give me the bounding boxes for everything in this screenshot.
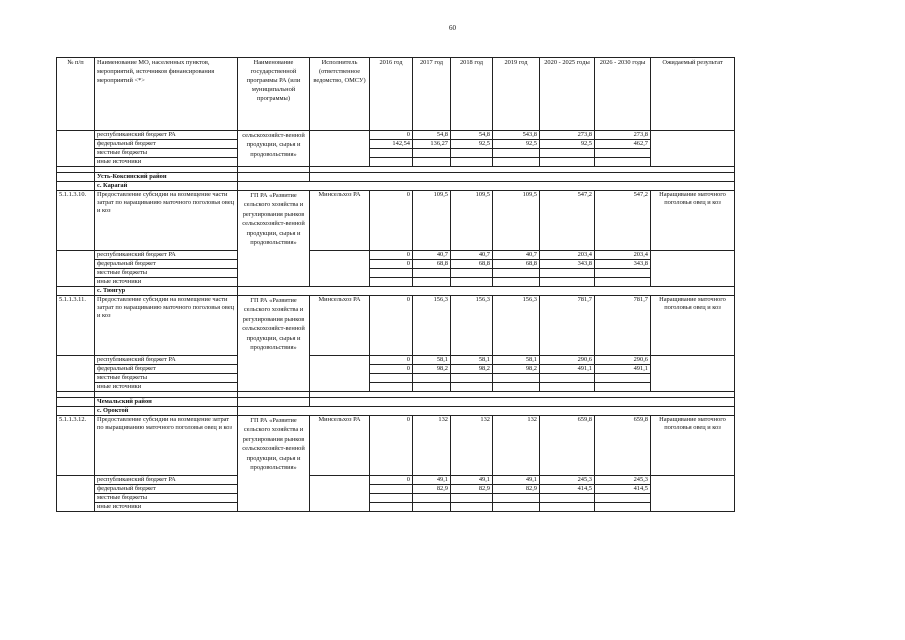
funding-row xyxy=(57,383,735,392)
value-cell: 273,8 xyxy=(540,131,595,140)
value-cell: 0 xyxy=(370,365,413,374)
header-name: Наименование МО, населенных пунктов, мероприятий, источников финансирования мероприятий <*> xyxy=(95,58,238,131)
header-2018: 2018 год xyxy=(451,58,493,131)
value-cell xyxy=(493,374,540,383)
value-cell xyxy=(451,503,493,512)
value-cell: 0 xyxy=(370,191,413,251)
value-cell xyxy=(451,278,493,287)
value-cell xyxy=(413,374,451,383)
header-program: Наименование государственной программы РА (или муниципальной программы) xyxy=(238,58,310,131)
value-cell: 40,7 xyxy=(493,251,540,260)
funding-row xyxy=(57,131,735,140)
value-cell: 0 xyxy=(370,476,413,485)
executor-cell xyxy=(310,476,370,512)
source-name: местные бюджеты xyxy=(95,269,238,278)
value-cell xyxy=(540,503,595,512)
value-cell: 40,7 xyxy=(451,251,493,260)
value-cell: 58,1 xyxy=(493,356,540,365)
value-cell xyxy=(493,278,540,287)
source-name: федеральный бюджет xyxy=(95,260,238,269)
value-cell xyxy=(595,503,651,512)
value-cell xyxy=(493,269,540,278)
funding-row xyxy=(57,503,735,512)
result-cell xyxy=(651,356,735,392)
value-cell xyxy=(451,494,493,503)
funding-row xyxy=(57,149,735,158)
value-cell xyxy=(413,269,451,278)
value-cell xyxy=(540,149,595,158)
value-cell xyxy=(370,158,413,167)
value-cell xyxy=(413,158,451,167)
result-cell: Наращивание маточного поголовья овец и коз xyxy=(651,416,735,476)
num-cell xyxy=(57,173,95,182)
value-cell: 49,1 xyxy=(451,476,493,485)
value-cell: 781,7 xyxy=(595,296,651,356)
num-cell xyxy=(57,356,95,392)
value-cell: 156,3 xyxy=(451,296,493,356)
value-cell xyxy=(413,503,451,512)
source-name: иные источники xyxy=(95,278,238,287)
value-cell: 136,27 xyxy=(413,140,451,149)
value-cell: 0 xyxy=(370,296,413,356)
executor-cell: Минсельхоз РА xyxy=(310,416,370,476)
measure-row xyxy=(57,296,735,356)
value-cell xyxy=(413,149,451,158)
value-cell xyxy=(540,269,595,278)
empty-cell xyxy=(238,287,735,296)
value-cell: 68,8 xyxy=(451,260,493,269)
value-cell: 132 xyxy=(451,416,493,476)
value-cell: 203,4 xyxy=(540,251,595,260)
value-cell xyxy=(413,383,451,392)
value-cell xyxy=(451,149,493,158)
value-cell: 0 xyxy=(370,260,413,269)
value-cell xyxy=(595,278,651,287)
funding-row xyxy=(57,140,735,149)
executor-cell xyxy=(310,356,370,392)
header-2016: 2016 год xyxy=(370,58,413,131)
empty-cell xyxy=(238,182,735,191)
value-cell: 547,2 xyxy=(595,191,651,251)
executor-cell: Минсельхоз РА xyxy=(310,296,370,356)
value-cell: 82,9 xyxy=(451,485,493,494)
value-cell xyxy=(493,383,540,392)
value-cell xyxy=(370,269,413,278)
value-cell: 142,54 xyxy=(370,140,413,149)
empty-cell xyxy=(238,398,310,407)
executor-cell xyxy=(310,251,370,287)
value-cell xyxy=(540,374,595,383)
value-cell: 290,6 xyxy=(540,356,595,365)
funding-row xyxy=(57,365,735,374)
measure-number: 5.1.1.3.12. xyxy=(57,416,95,476)
measure-description: Предоставление субсидии на возмещение затрат по выращиванию маточного поголовья овец и коз xyxy=(95,416,238,476)
source-name: республиканский бюджет РА xyxy=(95,356,238,365)
village-name: с. Тюнгур xyxy=(95,287,238,296)
value-cell: 659,8 xyxy=(595,416,651,476)
value-cell: 0 xyxy=(370,251,413,260)
value-cell: 245,3 xyxy=(595,476,651,485)
value-cell: 109,5 xyxy=(451,191,493,251)
header-executor: Исполнитель (ответственное ведомство, ОМСУ) xyxy=(310,58,370,131)
header-2020-2025: 2020 - 2025 годы xyxy=(540,58,595,131)
value-cell xyxy=(370,278,413,287)
value-cell: 98,2 xyxy=(493,365,540,374)
value-cell: 156,3 xyxy=(493,296,540,356)
source-name: федеральный бюджет xyxy=(95,485,238,494)
value-cell xyxy=(540,158,595,167)
village-name: с. Ороктой xyxy=(95,407,238,416)
district-name: Усть-Коксинский район xyxy=(95,173,238,182)
value-cell: 491,1 xyxy=(540,365,595,374)
num-cell xyxy=(57,131,95,167)
value-cell: 40,7 xyxy=(413,251,451,260)
num-cell xyxy=(57,476,95,512)
value-cell: 343,8 xyxy=(595,260,651,269)
value-cell xyxy=(595,149,651,158)
value-cell xyxy=(370,485,413,494)
value-cell xyxy=(451,383,493,392)
value-cell: 49,1 xyxy=(493,476,540,485)
source-name: иные источники xyxy=(95,383,238,392)
source-name: республиканский бюджет РА xyxy=(95,251,238,260)
source-name: местные бюджеты xyxy=(95,149,238,158)
source-name: республиканский бюджет РА xyxy=(95,476,238,485)
value-cell: 82,9 xyxy=(493,485,540,494)
value-cell: 49,1 xyxy=(413,476,451,485)
funding-row xyxy=(57,494,735,503)
value-cell xyxy=(370,374,413,383)
value-cell xyxy=(370,494,413,503)
executor-cell xyxy=(310,131,370,167)
source-name: иные источники xyxy=(95,158,238,167)
funding-table xyxy=(56,57,735,512)
value-cell xyxy=(451,158,493,167)
value-cell: 414,5 xyxy=(540,485,595,494)
num-cell xyxy=(57,251,95,287)
district-row xyxy=(57,173,735,182)
value-cell: 156,3 xyxy=(413,296,451,356)
district-name: Чемальский район xyxy=(95,398,238,407)
empty-cell xyxy=(310,398,735,407)
value-cell: 203,4 xyxy=(595,251,651,260)
source-name: местные бюджеты xyxy=(95,374,238,383)
value-cell: 92,5 xyxy=(451,140,493,149)
header-row xyxy=(57,58,735,131)
value-cell: 92,5 xyxy=(493,140,540,149)
value-cell: 82,9 xyxy=(413,485,451,494)
executor-cell: Минсельхоз РА xyxy=(310,191,370,251)
program-cell: ГП РА «Развитие сельского хозяйства и регулирования рынков сельскохозяйст-венной продукции, сырья и продовольствия» xyxy=(238,416,310,512)
result-cell xyxy=(651,476,735,512)
value-cell xyxy=(493,503,540,512)
measure-number: 5.1.1.3.11. xyxy=(57,296,95,356)
value-cell: 659,8 xyxy=(540,416,595,476)
value-cell: 68,8 xyxy=(413,260,451,269)
village-row xyxy=(57,287,735,296)
value-cell xyxy=(595,158,651,167)
village-row xyxy=(57,407,735,416)
header-2019: 2019 год xyxy=(493,58,540,131)
header-result: Ожидаемый результат xyxy=(651,58,735,131)
village-row xyxy=(57,182,735,191)
value-cell xyxy=(413,494,451,503)
value-cell: 58,1 xyxy=(451,356,493,365)
source-name: федеральный бюджет xyxy=(95,365,238,374)
result-cell xyxy=(651,251,735,287)
value-cell: 343,8 xyxy=(540,260,595,269)
source-name: республиканский бюджет РА xyxy=(95,131,238,140)
measure-description: Предоставление субсидии на возмещение части затрат по наращиванию маточного поголовья овец и коз xyxy=(95,191,238,251)
value-cell xyxy=(540,383,595,392)
value-cell xyxy=(413,278,451,287)
value-cell xyxy=(493,149,540,158)
value-cell xyxy=(493,158,540,167)
funding-row xyxy=(57,485,735,494)
value-cell: 462,7 xyxy=(595,140,651,149)
value-cell: 109,5 xyxy=(493,191,540,251)
result-cell: Наращивание маточного поголовья овец и коз xyxy=(651,191,735,251)
value-cell xyxy=(595,383,651,392)
value-cell xyxy=(540,278,595,287)
program-cell: ГП РА «Развитие сельского хозяйства и регулирования рынков сельскохозяйст-венной продукции, сырья и продовольствия» xyxy=(238,191,310,287)
num-cell xyxy=(57,287,95,296)
value-cell: 290,6 xyxy=(595,356,651,365)
value-cell: 98,2 xyxy=(413,365,451,374)
district-row xyxy=(57,398,735,407)
value-cell: 0 xyxy=(370,131,413,140)
program-cell: сельскохозяйст-венной продукции, сырья и продовольствия» xyxy=(238,131,310,167)
value-cell: 132 xyxy=(493,416,540,476)
source-name: федеральный бюджет xyxy=(95,140,238,149)
value-cell: 58,1 xyxy=(413,356,451,365)
funding-row xyxy=(57,278,735,287)
value-cell xyxy=(595,374,651,383)
value-cell: 273,8 xyxy=(595,131,651,140)
funding-row xyxy=(57,476,735,485)
value-cell: 547,2 xyxy=(540,191,595,251)
funding-row xyxy=(57,260,735,269)
num-cell xyxy=(57,407,95,416)
measure-number: 5.1.1.3.10. xyxy=(57,191,95,251)
num-cell xyxy=(57,398,95,407)
measure-description: Предоставление субсидии на возмещение части затрат по наращиванию маточного поголовья овец и коз xyxy=(95,296,238,356)
measure-row xyxy=(57,416,735,476)
funding-row xyxy=(57,158,735,167)
funding-row xyxy=(57,356,735,365)
header-2017: 2017 год xyxy=(413,58,451,131)
value-cell: 54,8 xyxy=(451,131,493,140)
value-cell: 92,5 xyxy=(540,140,595,149)
value-cell: 414,5 xyxy=(595,485,651,494)
value-cell xyxy=(493,494,540,503)
value-cell: 0 xyxy=(370,416,413,476)
measure-row xyxy=(57,191,735,251)
value-cell xyxy=(595,494,651,503)
value-cell xyxy=(370,383,413,392)
value-cell: 245,3 xyxy=(540,476,595,485)
value-cell xyxy=(540,494,595,503)
value-cell: 132 xyxy=(413,416,451,476)
source-name: местные бюджеты xyxy=(95,494,238,503)
page-number: 60 xyxy=(449,24,456,32)
value-cell: 543,8 xyxy=(493,131,540,140)
source-name: иные источники xyxy=(95,503,238,512)
funding-row xyxy=(57,251,735,260)
value-cell xyxy=(451,269,493,278)
value-cell xyxy=(451,374,493,383)
empty-cell xyxy=(310,173,735,182)
value-cell: 98,2 xyxy=(451,365,493,374)
header-2026-2030: 2026 - 2030 годы xyxy=(595,58,651,131)
funding-row xyxy=(57,374,735,383)
value-cell xyxy=(370,149,413,158)
result-cell: Наращивание маточного поголовья овец и коз xyxy=(651,296,735,356)
value-cell: 0 xyxy=(370,356,413,365)
value-cell: 54,8 xyxy=(413,131,451,140)
value-cell: 781,7 xyxy=(540,296,595,356)
program-cell: ГП РА «Развитие сельского хозяйства и регулирования рынков сельскохозяйст-венной продукции, сырья и продовольствия» xyxy=(238,296,310,392)
header-num: № п/п xyxy=(57,58,95,131)
funding-row xyxy=(57,269,735,278)
num-cell xyxy=(57,182,95,191)
value-cell xyxy=(595,269,651,278)
result-cell xyxy=(651,131,735,167)
value-cell xyxy=(370,503,413,512)
empty-cell xyxy=(238,173,310,182)
value-cell: 491,1 xyxy=(595,365,651,374)
empty-cell xyxy=(238,407,735,416)
village-name: с. Карагай xyxy=(95,182,238,191)
value-cell: 68,8 xyxy=(493,260,540,269)
value-cell: 109,5 xyxy=(413,191,451,251)
